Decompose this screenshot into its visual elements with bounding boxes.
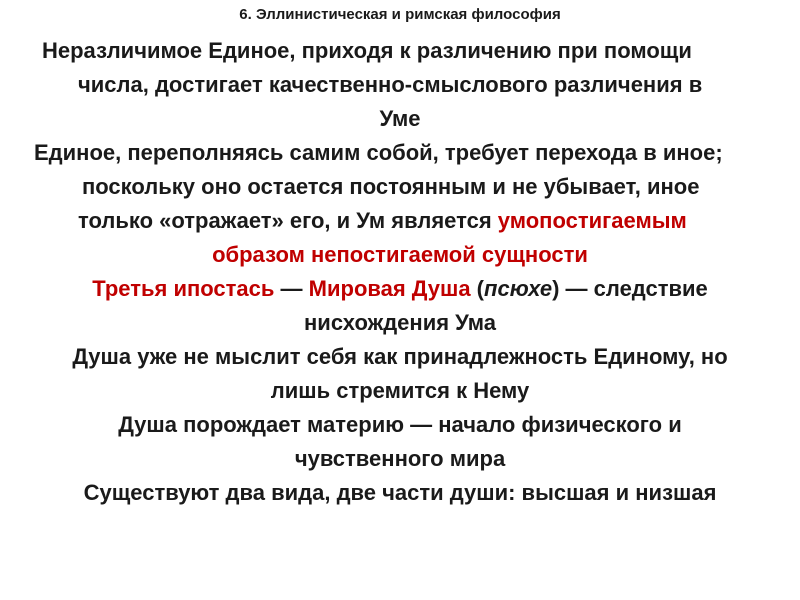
term-psyche: псюхе [484, 276, 553, 301]
paragraph-line: лишь стремится к Нему [270, 378, 530, 403]
paragraph-line: Душа порождает материю — начало физического и [118, 412, 682, 437]
paragraph-line: Неразличимое Единое, приходя к различению при помощи [42, 38, 692, 63]
paragraph-line: Существуют два вида, две части души: высшая и низшая [83, 480, 717, 505]
paragraph-line [30, 272, 770, 306]
highlight-intelligible: умопостигаемым [497, 208, 687, 233]
paragraph-line: поскольку оно остается постоянным и не убывает, иное [82, 174, 700, 199]
paragraph-line: нисхождения Ума [304, 310, 496, 335]
text-run: ( [470, 276, 485, 301]
text-run: только «отражает» его, и Ум является [78, 208, 498, 233]
highlight-third-hypostasis: Третья ипостась [92, 276, 275, 301]
highlight-incomprehensible-essence: образом непостигаемой сущности [212, 242, 588, 267]
paragraph-line: Единое, переполняясь самим собой, требует перехода в иное; [34, 140, 723, 165]
paragraph-soul-matter [30, 408, 770, 476]
paragraph-soul-strives [30, 340, 770, 408]
paragraph-line: Уме [379, 106, 421, 131]
paragraph-third-hypostasis [30, 272, 770, 340]
paragraph-line: чувственного мира [294, 446, 506, 471]
paragraph-line [30, 204, 770, 238]
paragraph-one-and-number [30, 34, 770, 136]
slide-body [30, 34, 770, 510]
text-run: ) — следствие [552, 276, 708, 301]
paragraph-two-parts [30, 476, 770, 510]
paragraph-one-overflow [30, 136, 770, 272]
paragraph-line: Душа уже не мыслит себя как принадлежность Единому, но [72, 344, 728, 369]
paragraph-line: числа, достигает качественно-смыслового различения в [78, 72, 703, 97]
highlight-world-soul: Мировая Душа [308, 276, 471, 301]
text-run: — [274, 276, 309, 301]
slide-title: 6. Эллинистическая и римская философия [239, 6, 561, 23]
